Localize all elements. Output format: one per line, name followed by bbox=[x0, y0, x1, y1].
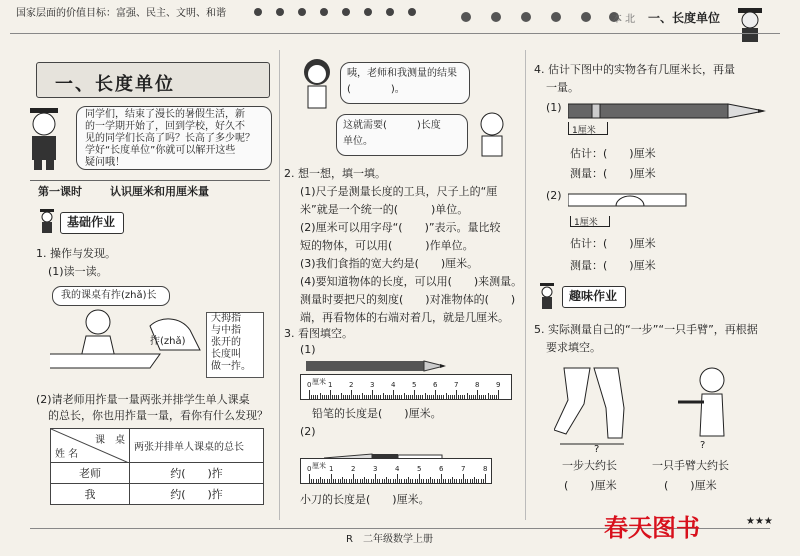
ruler-tick bbox=[478, 479, 479, 483]
zha-note-line: 长度叫 bbox=[211, 349, 241, 360]
ruler-tick bbox=[426, 479, 427, 483]
ruler-tick bbox=[418, 395, 419, 399]
ruler-tick bbox=[481, 479, 482, 483]
ruler-tick bbox=[320, 477, 321, 483]
lesson-title: 认识厘米和用厘米量 bbox=[110, 185, 209, 198]
ruler-tick bbox=[427, 395, 428, 399]
ruler-tick bbox=[476, 479, 477, 483]
intro-speech-bubble bbox=[76, 106, 272, 170]
q5-title-line: 要求填空。 bbox=[546, 341, 601, 354]
q5-title-line: 5. 实际测量自己的“一步”“一只手臂”，再根据 bbox=[534, 323, 758, 336]
intro-line: 疑问哦！ bbox=[85, 157, 125, 168]
q1-sub2-line: (2)请老师用拃量一量两张并排学生单人课桌 bbox=[36, 393, 250, 406]
ruler-tick bbox=[355, 479, 356, 483]
ruler-tick bbox=[330, 390, 331, 399]
girl-line: 咦，老师和我测量的结果 bbox=[347, 68, 457, 79]
q3-part2-label: (2) bbox=[300, 425, 316, 438]
ruler-number: 6 bbox=[439, 465, 444, 473]
ruler-tick bbox=[328, 395, 329, 399]
ruler-tick bbox=[471, 395, 472, 399]
ruler-tick bbox=[467, 479, 468, 483]
ruler-tick bbox=[316, 479, 317, 483]
ruler-tick bbox=[384, 479, 385, 483]
ruler-tick bbox=[382, 479, 383, 483]
ruler-tick bbox=[406, 479, 407, 483]
ruler-tick bbox=[370, 395, 371, 399]
ruler-tick bbox=[368, 395, 369, 399]
boy-line[interactable]: 这就需要( )长度 bbox=[343, 120, 441, 131]
ruler-tick bbox=[446, 393, 447, 399]
ruler-tick bbox=[338, 395, 339, 399]
ruler-tick bbox=[458, 395, 459, 399]
ruler-tick bbox=[309, 390, 310, 399]
ruler-tick bbox=[410, 395, 411, 399]
q2-line: (1)尺子是测量长度的工具，尺子上的“厘 bbox=[300, 185, 498, 198]
ruler-tick bbox=[362, 393, 363, 399]
ruler-tick bbox=[483, 395, 484, 399]
ruler-tick bbox=[430, 477, 431, 483]
caption-bubble bbox=[52, 286, 170, 306]
footer-stars: ★★★ bbox=[746, 516, 773, 527]
estimate-2[interactable]: 估计：( )厘米 bbox=[570, 237, 656, 250]
q1-title: 1. 操作与发现。 bbox=[36, 247, 116, 260]
ruler-tick bbox=[459, 479, 460, 483]
ruler-number: 3 bbox=[370, 381, 375, 389]
ruler-tick bbox=[420, 395, 421, 399]
ruler-tick bbox=[324, 479, 325, 483]
q4-pencil-illustration bbox=[568, 100, 778, 122]
q2-line[interactable]: (2)厘米可以用字母“( )”表示。量比较 bbox=[300, 221, 501, 234]
lesson-rule bbox=[30, 180, 270, 181]
ruler-tick bbox=[377, 479, 378, 483]
ruler-tick bbox=[469, 395, 470, 399]
ruler-tick bbox=[462, 395, 463, 399]
ruler-tick bbox=[414, 390, 415, 399]
ruler-tick bbox=[391, 395, 392, 399]
ruler-tick bbox=[464, 395, 465, 399]
ruler-2 bbox=[300, 458, 492, 484]
ruler-tick bbox=[423, 479, 424, 483]
ruler-tick bbox=[322, 479, 323, 483]
ruler-tick bbox=[313, 479, 314, 483]
ruler-tick bbox=[460, 395, 461, 399]
ruler-tick bbox=[417, 479, 418, 483]
header-slogan: 国家层面的价值目标：富强、民主、文明、和谐 bbox=[16, 8, 226, 19]
unit-box-1-label: 1厘米 bbox=[572, 126, 596, 136]
ruler-tick bbox=[313, 395, 314, 399]
ruler-tick bbox=[456, 479, 457, 483]
ruler-tick bbox=[345, 395, 346, 399]
corner-top-label: 课 桌 bbox=[95, 435, 125, 446]
ruler-tick bbox=[412, 479, 413, 483]
ruler-tick bbox=[474, 477, 475, 483]
ruler-tick bbox=[485, 474, 486, 483]
ruler-tick bbox=[454, 395, 455, 399]
step-label: 一步大约长 bbox=[562, 459, 617, 472]
girl-icon bbox=[300, 56, 334, 110]
ruler-tick bbox=[349, 395, 350, 399]
ruler-tick bbox=[450, 479, 451, 483]
ruler-tick bbox=[331, 474, 332, 483]
ruler-tick bbox=[408, 395, 409, 399]
ruler-tick bbox=[359, 395, 360, 399]
column-divider bbox=[525, 50, 526, 520]
girl-speech-bubble bbox=[340, 62, 470, 104]
ruler-number: 4 bbox=[391, 381, 396, 389]
zha-label: 拃(zhǎ) bbox=[150, 336, 186, 347]
ruler-tick bbox=[452, 395, 453, 399]
legs-step-illustration bbox=[554, 364, 630, 448]
ruler-number: 6 bbox=[433, 381, 438, 389]
q2-line: 端，再看物体的右端对着几，就是几厘米。 bbox=[300, 311, 509, 324]
ruler-tick bbox=[485, 395, 486, 399]
zha-note-line: 做一拃。 bbox=[211, 361, 251, 372]
child-arm-illustration bbox=[672, 366, 732, 440]
ruler-tick bbox=[378, 395, 379, 399]
ruler-tick bbox=[393, 390, 394, 399]
unit-title-banner bbox=[36, 62, 270, 98]
q3-part1-label: (1) bbox=[300, 343, 316, 356]
ruler-1 bbox=[300, 374, 512, 400]
ruler-tick bbox=[434, 479, 435, 483]
ruler-tick bbox=[395, 479, 396, 483]
ruler-tick bbox=[376, 395, 377, 399]
ruler-tick bbox=[481, 395, 482, 399]
ruler-tick bbox=[375, 474, 376, 483]
header-right-label: 本 北 bbox=[612, 14, 636, 25]
ruler-tick bbox=[448, 479, 449, 483]
table-column-header: 两张并排单人课桌的总长 bbox=[130, 429, 264, 463]
q4-title-line: 一量。 bbox=[546, 81, 579, 94]
ruler-tick bbox=[383, 393, 384, 399]
ruler-tick bbox=[364, 395, 365, 399]
ruler-tick bbox=[336, 395, 337, 399]
measuring-desk-illustration bbox=[50, 306, 210, 376]
ruler-number: 5 bbox=[412, 381, 417, 389]
ruler-tick bbox=[429, 395, 430, 399]
ruler-tick bbox=[353, 474, 354, 483]
ruler-tick bbox=[351, 479, 352, 483]
ruler-tick bbox=[452, 477, 453, 483]
scholar-kid-small-icon bbox=[536, 282, 558, 310]
ruler-tick bbox=[393, 479, 394, 483]
ruler-tick bbox=[397, 395, 398, 399]
ruler-tick bbox=[338, 479, 339, 483]
intro-line: 同学们，结束了漫长的暑假生活，新 bbox=[85, 109, 245, 120]
ruler-tick bbox=[470, 479, 471, 483]
unit-title: 一、长度单位 bbox=[55, 74, 175, 95]
ruler-tick bbox=[320, 393, 321, 399]
q1-sub2-line: 的总长，你也用拃量一量，看你有什么发现？ bbox=[48, 409, 268, 422]
ruler-tick bbox=[385, 395, 386, 399]
ruler-tick bbox=[389, 395, 390, 399]
ruler-unit: 厘米 bbox=[312, 378, 326, 386]
ruler-tick bbox=[327, 479, 328, 483]
pencil-answer[interactable]: 铅笔的长度是( )厘米。 bbox=[312, 407, 442, 420]
ruler-tick bbox=[332, 395, 333, 399]
ruler-tick bbox=[342, 477, 343, 483]
ruler-tick bbox=[421, 479, 422, 483]
measure-1[interactable]: 测量：( )厘米 bbox=[570, 167, 656, 180]
step-answer[interactable]: ( )厘米 bbox=[564, 479, 617, 492]
ruler-tick bbox=[404, 393, 405, 399]
ruler-tick bbox=[416, 395, 417, 399]
ruler-number: 0 bbox=[307, 381, 312, 389]
zha-definition-box bbox=[206, 312, 264, 378]
q2-title: 2. 想一想，填一填。 bbox=[284, 167, 386, 180]
boy-speech-bubble bbox=[336, 114, 468, 156]
ruler-tick bbox=[490, 395, 491, 399]
ruler-tick bbox=[498, 390, 499, 399]
ruler-tick bbox=[432, 479, 433, 483]
ruler-tick bbox=[372, 390, 373, 399]
ruler-tick bbox=[425, 393, 426, 399]
ruler-number: 0 bbox=[307, 465, 312, 473]
ruler-tick bbox=[315, 395, 316, 399]
arm-answer[interactable]: ( )厘米 bbox=[664, 479, 717, 492]
ruler-tick bbox=[360, 479, 361, 483]
ruler-tick bbox=[443, 395, 444, 399]
ruler-tick bbox=[419, 474, 420, 483]
ruler-tick bbox=[324, 395, 325, 399]
zha-note-line: 与中指 bbox=[211, 325, 241, 336]
q4-title-line: 4. 估计下图中的实物各有几厘米长，再量 bbox=[534, 63, 735, 76]
ruler-tick bbox=[387, 395, 388, 399]
ruler-tick bbox=[443, 479, 444, 483]
ruler-tick bbox=[441, 474, 442, 483]
ruler-tick bbox=[472, 479, 473, 483]
ruler-tick bbox=[475, 395, 476, 399]
knife-illustration bbox=[324, 448, 444, 458]
intro-line: 的一学期开始了，回到学校，好久不 bbox=[85, 121, 245, 132]
arm-label: 一只手臂大约长 bbox=[652, 459, 729, 472]
table-cell-name: 老师 bbox=[51, 463, 130, 484]
header-flower-decoration bbox=[250, 4, 420, 18]
q2-line[interactable]: (3)我们食指的宽大约是( )厘米。 bbox=[300, 257, 479, 270]
ruler-tick bbox=[483, 479, 484, 483]
ruler-tick bbox=[435, 390, 436, 399]
ruler-tick bbox=[401, 479, 402, 483]
ruler-tick bbox=[395, 395, 396, 399]
boy-line: 单位。 bbox=[343, 136, 373, 147]
ruler-tick bbox=[467, 393, 468, 399]
ruler-tick bbox=[439, 395, 440, 399]
ruler-tick bbox=[479, 395, 480, 399]
ruler-tick bbox=[488, 393, 489, 399]
ruler-tick bbox=[448, 395, 449, 399]
table-corner-cell bbox=[51, 429, 130, 463]
ruler-tick bbox=[333, 479, 334, 483]
lesson-number: 第一课时 bbox=[38, 185, 82, 198]
ruler-tick bbox=[346, 479, 347, 483]
ruler-number: 9 bbox=[496, 381, 501, 389]
estimate-1[interactable]: 估计：( )厘米 bbox=[570, 147, 656, 160]
ruler-tick bbox=[347, 395, 348, 399]
table-cell-name: 我 bbox=[51, 484, 130, 505]
ruler-tick bbox=[450, 395, 451, 399]
ruler-tick bbox=[456, 390, 457, 399]
pencil-illustration bbox=[306, 358, 456, 372]
table-cell-value[interactable]: 约( )拃 bbox=[130, 484, 264, 505]
ruler-tick bbox=[357, 479, 358, 483]
knife-answer[interactable]: 小刀的长度是( )厘米。 bbox=[300, 493, 430, 506]
zha-note-line: 张开的 bbox=[211, 337, 241, 348]
ruler-tick bbox=[437, 395, 438, 399]
boy-icon bbox=[474, 110, 510, 158]
ruler-tick bbox=[404, 479, 405, 483]
ruler-number: 4 bbox=[395, 465, 400, 473]
q3-title: 3. 看图填空。 bbox=[284, 327, 353, 340]
table-row bbox=[51, 463, 264, 484]
measure-2[interactable]: 测量：( )厘米 bbox=[570, 259, 656, 272]
ruler-tick bbox=[477, 390, 478, 399]
ruler-tick bbox=[357, 395, 358, 399]
ruler-tick bbox=[311, 395, 312, 399]
ruler-tick bbox=[386, 477, 387, 483]
ruler-tick bbox=[445, 479, 446, 483]
zha-note-line: 大拇指 bbox=[211, 313, 241, 324]
ruler-tick bbox=[428, 479, 429, 483]
ruler-tick bbox=[465, 479, 466, 483]
ruler-tick bbox=[329, 479, 330, 483]
ruler-tick bbox=[317, 395, 318, 399]
ruler-tick bbox=[349, 479, 350, 483]
ruler-tick bbox=[441, 395, 442, 399]
ruler-tick bbox=[437, 479, 438, 483]
ruler-tick bbox=[388, 479, 389, 483]
measurement-table bbox=[50, 428, 264, 505]
ruler-tick bbox=[344, 479, 345, 483]
ruler-number: 2 bbox=[351, 465, 356, 473]
header-flower-decoration-right bbox=[456, 6, 624, 28]
ruler-tick bbox=[454, 479, 455, 483]
ruler-tick bbox=[340, 479, 341, 483]
intro-line: 学好“长度单位”你就可以解开这些 bbox=[85, 145, 236, 156]
ruler-number: 8 bbox=[483, 465, 488, 473]
ruler-tick bbox=[412, 395, 413, 399]
header-right-title: 一、长度单位 bbox=[648, 11, 721, 25]
column-divider bbox=[279, 50, 280, 520]
fun-homework-badge bbox=[562, 286, 626, 308]
ruler-tick bbox=[311, 479, 312, 483]
girl-line[interactable]: ( )。 bbox=[347, 84, 405, 95]
ruler-tick bbox=[410, 479, 411, 483]
step-question-mark: ? bbox=[594, 444, 600, 455]
ruler-tick bbox=[406, 395, 407, 399]
ruler-tick bbox=[431, 395, 432, 399]
ruler-tick bbox=[399, 479, 400, 483]
ruler-number: 7 bbox=[454, 381, 459, 389]
ruler-number: 5 bbox=[417, 465, 422, 473]
ruler-tick bbox=[401, 395, 402, 399]
ruler-tick bbox=[374, 395, 375, 399]
basic-homework-badge bbox=[60, 212, 124, 234]
watermark-text: 春天图书 bbox=[604, 513, 700, 542]
q2-line[interactable]: (4)要知道物体的长度，可以用( )来测量。 bbox=[300, 275, 523, 288]
ruler-tick bbox=[496, 395, 497, 399]
ruler-tick bbox=[380, 395, 381, 399]
ruler-unit: 厘米 bbox=[312, 462, 326, 470]
q2-line[interactable]: 测量时要把尺的刻度( )对准物体的( ) bbox=[300, 293, 516, 306]
ruler-number: 3 bbox=[373, 465, 378, 473]
ruler-number: 2 bbox=[349, 381, 354, 389]
ruler-tick bbox=[309, 474, 310, 483]
ruler-tick bbox=[351, 390, 352, 399]
ruler-tick bbox=[366, 479, 367, 483]
ruler-tick bbox=[373, 479, 374, 483]
ruler-tick bbox=[364, 477, 365, 483]
table-cell-value[interactable]: 约( )拃 bbox=[130, 463, 264, 484]
ruler-tick bbox=[334, 395, 335, 399]
ruler-tick bbox=[371, 479, 372, 483]
ruler-tick bbox=[353, 395, 354, 399]
ruler-tick bbox=[461, 479, 462, 483]
q4-part2-label: (2) bbox=[546, 189, 562, 202]
ruler-tick bbox=[362, 479, 363, 483]
ruler-tick bbox=[422, 395, 423, 399]
ruler-tick bbox=[415, 479, 416, 483]
intro-line: 见的同学们长高了吗？长高了多少呢？ bbox=[85, 133, 255, 144]
ruler-tick bbox=[408, 477, 409, 483]
table-row bbox=[51, 484, 264, 505]
ruler-tick bbox=[366, 395, 367, 399]
ruler-tick bbox=[397, 474, 398, 483]
scholar-kid-icon bbox=[16, 104, 72, 172]
ruler-tick bbox=[355, 395, 356, 399]
ruler-tick bbox=[322, 395, 323, 399]
ruler-tick bbox=[399, 395, 400, 399]
scholar-kid-small-icon bbox=[36, 208, 58, 234]
ruler-tick bbox=[473, 395, 474, 399]
footer-text: R 二年级数学上册 bbox=[346, 534, 433, 545]
q4-part1-label: (1) bbox=[546, 101, 562, 114]
q4-stick-illustration bbox=[568, 190, 688, 216]
ruler-tick bbox=[390, 479, 391, 483]
q2-line[interactable]: 米”就是一个统一的( )单位。 bbox=[300, 203, 469, 216]
ruler-tick bbox=[326, 395, 327, 399]
basic-homework-label: 基础作业 bbox=[67, 215, 116, 229]
ruler-tick bbox=[379, 479, 380, 483]
ruler-tick bbox=[433, 395, 434, 399]
ruler-tick bbox=[368, 479, 369, 483]
header-rule bbox=[10, 33, 780, 34]
caption-text: 我的课桌有拃(zhǎ)长 bbox=[61, 290, 157, 301]
ruler-tick bbox=[439, 479, 440, 483]
ruler-tick bbox=[335, 479, 336, 483]
ruler-tick bbox=[341, 393, 342, 399]
ruler-tick bbox=[492, 395, 493, 399]
ruler-number: 7 bbox=[461, 465, 466, 473]
arm-question-mark: ? bbox=[700, 440, 706, 451]
ruler-tick bbox=[463, 474, 464, 483]
q1-sub1: (1)读一读。 bbox=[48, 265, 108, 278]
corner-bottom-label: 姓 名 bbox=[55, 449, 79, 460]
ruler-tick bbox=[343, 395, 344, 399]
scholar-cap-kid-icon bbox=[726, 6, 774, 44]
unit-box-2-label: 1厘米 bbox=[574, 218, 598, 228]
fun-homework-label: 趣味作业 bbox=[569, 289, 618, 303]
ruler-number: 1 bbox=[329, 465, 334, 473]
q2-line[interactable]: 短的物体，可以用( )作单位。 bbox=[300, 239, 474, 252]
ruler-number: 1 bbox=[328, 381, 333, 389]
ruler-tick bbox=[494, 395, 495, 399]
ruler-tick bbox=[318, 479, 319, 483]
ruler-number: 8 bbox=[475, 381, 480, 389]
